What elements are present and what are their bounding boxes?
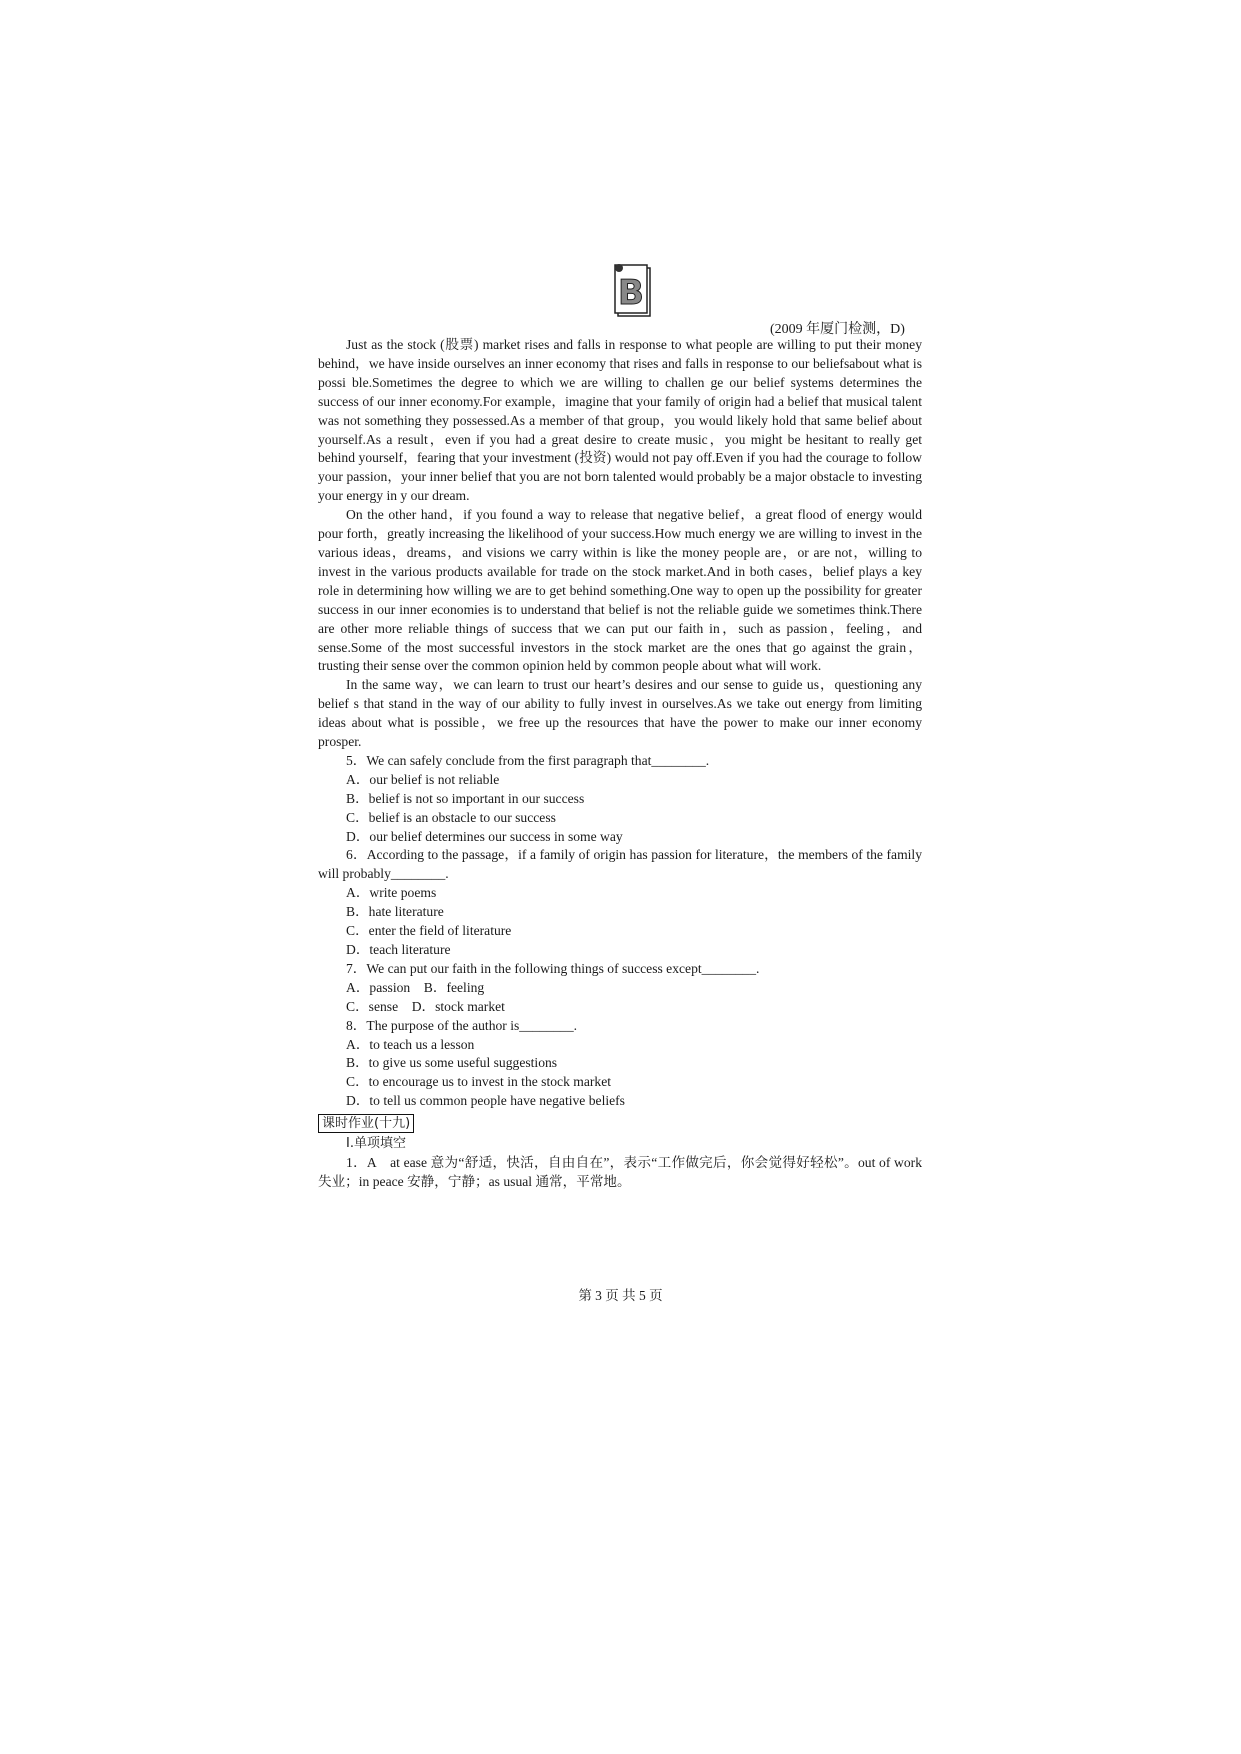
option-a: A．write poems [346, 885, 437, 901]
option-c: C．enter the field of literature [346, 923, 512, 939]
option-a: A．to teach us a lesson [346, 1036, 475, 1052]
option-a: A．our belief is not reliable [346, 771, 500, 787]
question-7 [318, 960, 922, 1017]
option-d: D．our belief determines our success in some way [346, 828, 623, 844]
question-stem: 6．According to the passage，if a family of origin has passion for literature，the members of the family will probably________. [318, 847, 922, 882]
passage-paragraph-3: In the same way，we can learn to trust our heart’s desires and our sense to guide us，questioning any belief s that stand in the way of our ability to fully invest in ourselves.As we take out energy from limiting ideas about what is possible，we free up the resources that have the power to make our inner economy prosper. [318, 677, 922, 750]
answer-explanation: 1．A at ease 意为“舒适，快活，自由自在”，表示“工作做完后，你会觉得好轻松”。out of work 失业；in peace 安静，宁静；as usual 通常，平常地。 [318, 1155, 922, 1189]
question-5 [318, 752, 922, 847]
section-subheading: Ⅰ.单项填空 [346, 1136, 406, 1152]
option-c: C．belief is an obstacle to our success [346, 809, 556, 825]
page-footer: 第 3 页 共 5 页 [578, 1288, 663, 1303]
question-stem: 5．We can safely conclude from the first paragraph that________. [346, 752, 710, 768]
question-stem: 8．The purpose of the author is________. [346, 1017, 578, 1033]
option-ab: A．passion B．feeling [346, 979, 485, 995]
section-title: 课时作业(十九) [318, 1114, 414, 1133]
reading-content [318, 336, 922, 1192]
passage-paragraph-2: On the other hand，if you found a way to release that negative belief，a great flood of energy would pour forth，greatly increasing the likelihood of your success.How much energy we are willing to invest in the various ideas，dreams，and visions we carry within is like the money people are，or are not，willing to invest in the various products available for trade on the stock market.And in both cases，belief plays a key role in determining how willing we are to get behind something.One way to open up the possibility for greater success in our inner economies is to understand that belief is not the reliable guide we sometimes think.There are other more reliable things of success that we can put our faith in，such as passion，feeling，and sense.Some of the most successful investors in the stock market are the ones that go against the grain，trusting their sense over the common opinion held by common people about what will work. [318, 507, 922, 674]
question-8 [318, 1017, 922, 1112]
question-6 [318, 846, 922, 959]
option-b: B．belief is not so important in our success [346, 790, 585, 806]
source-note: (2009 年厦门检测，D) [770, 322, 905, 337]
question-stem: 7．We can put our faith in the following things of success except________. [346, 960, 760, 976]
option-d: D．teach literature [346, 942, 451, 957]
option-c: C．to encourage us to invest in the stock market [346, 1074, 612, 1090]
passage-paragraph-1: Just as the stock (股票) market rises and falls in response to what people are willing to put their money behind，we have inside ourselves an inner economy that rises and falls in response to our beliefsabout what is possi ble.Sometimes the degree to which we are willing to challen ge our belief systems determines the success of our inner economy.For example，imagine that your family of origin had a belief that musical talent was not something they possessed.As a member of that group，you would likely hold that same belief about yourself.As a result，even if you had a great desire to create music，you might be hesitant to really get behind yourself，fearing that your investment (投资) would not pay off.Even if you had the courage to follow your passion，your inner belief that you are not born talented would probably be a major obstacle to investing your energy in y our dream. [318, 337, 922, 504]
option-b: B．to give us some useful suggestions [346, 1055, 558, 1071]
section-b-logo [611, 262, 653, 318]
logo-letter: B [618, 273, 644, 313]
option-d: D．to tell us common people have negative beliefs [346, 1093, 625, 1109]
option-cd: C．sense D．stock market [346, 998, 505, 1014]
option-b: B．hate literature [346, 904, 444, 920]
